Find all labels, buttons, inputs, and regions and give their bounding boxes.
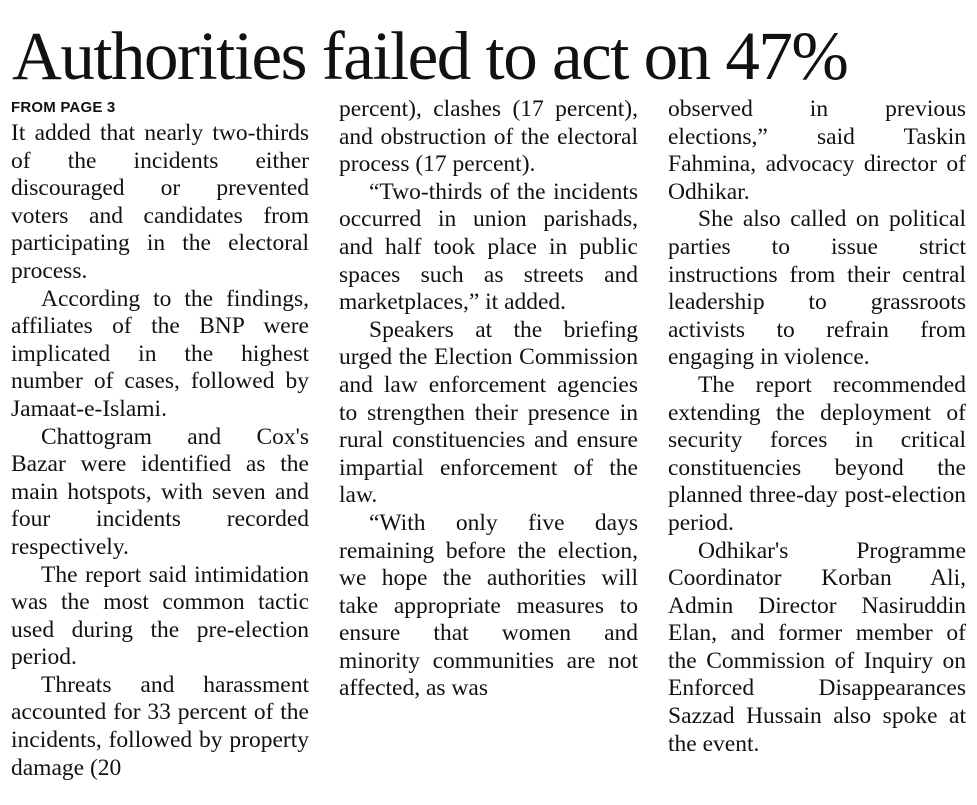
article-column-1 — [11, 96, 309, 782]
paragraph: The report said intimidation was the most common tactic used during the pre-election period. — [11, 561, 309, 671]
paragraph: “With only five days remaining before the election, we hope the authorities will take appropriate measures to ensure that women and minority communities are not affected, as was — [339, 509, 638, 702]
article-column-2 — [339, 96, 638, 703]
paragraph: Speakers at the briefing urged the Election Commission and law enforcement agencies to strengthen their presence in rural constituencies and ensure impartial enforcement of the law. — [339, 316, 638, 509]
paragraph: Odhikar's Programme Coordinator Korban Ali, Admin Director Nasiruddin Elan, and former member of the Commission of Inquiry on Enforced Disappearances Sazzad Hussain also spoke at the event. — [668, 537, 966, 757]
continuation-kicker: FROM PAGE 3 — [11, 99, 116, 116]
headline: Authorities failed to act on 47% — [12, 18, 848, 94]
paragraph: “Two-thirds of the incidents occurred in union parishads, and half took place in public spaces such as streets and marketplaces,” it added. — [339, 178, 638, 316]
paragraph: The report recommended extending the deployment of security forces in critical constituencies beyond the planned three-day post-election period. — [668, 371, 966, 536]
paragraph: She also called on political parties to issue strict instructions from their central leadership to grassroots activists to refrain from engaging in violence. — [668, 206, 966, 371]
paragraph: observed in previous elections,” said Taskin Fahmina, advocacy director of Odhikar. — [668, 96, 966, 205]
paragraph: Chattogram and Cox's Bazar were identified as the main hotspots, with seven and four incidents recorded respectively. — [11, 423, 309, 560]
paragraph: percent), clashes (17 percent), and obstruction of the electoral process (17 percent). — [339, 96, 638, 178]
article-column-3 — [668, 96, 966, 758]
paragraph: It added that nearly two-thirds of the incidents either discouraged or prevented voters and candidates from participating in the electoral process. — [11, 120, 309, 284]
paragraph: According to the findings, affiliates of the BNP were implicated in the highest number of cases, followed by Jamaat-e-Islami. — [11, 285, 309, 422]
paragraph: Threats and harassment accounted for 33 percent of the incidents, followed by property damage (20 — [11, 671, 309, 781]
